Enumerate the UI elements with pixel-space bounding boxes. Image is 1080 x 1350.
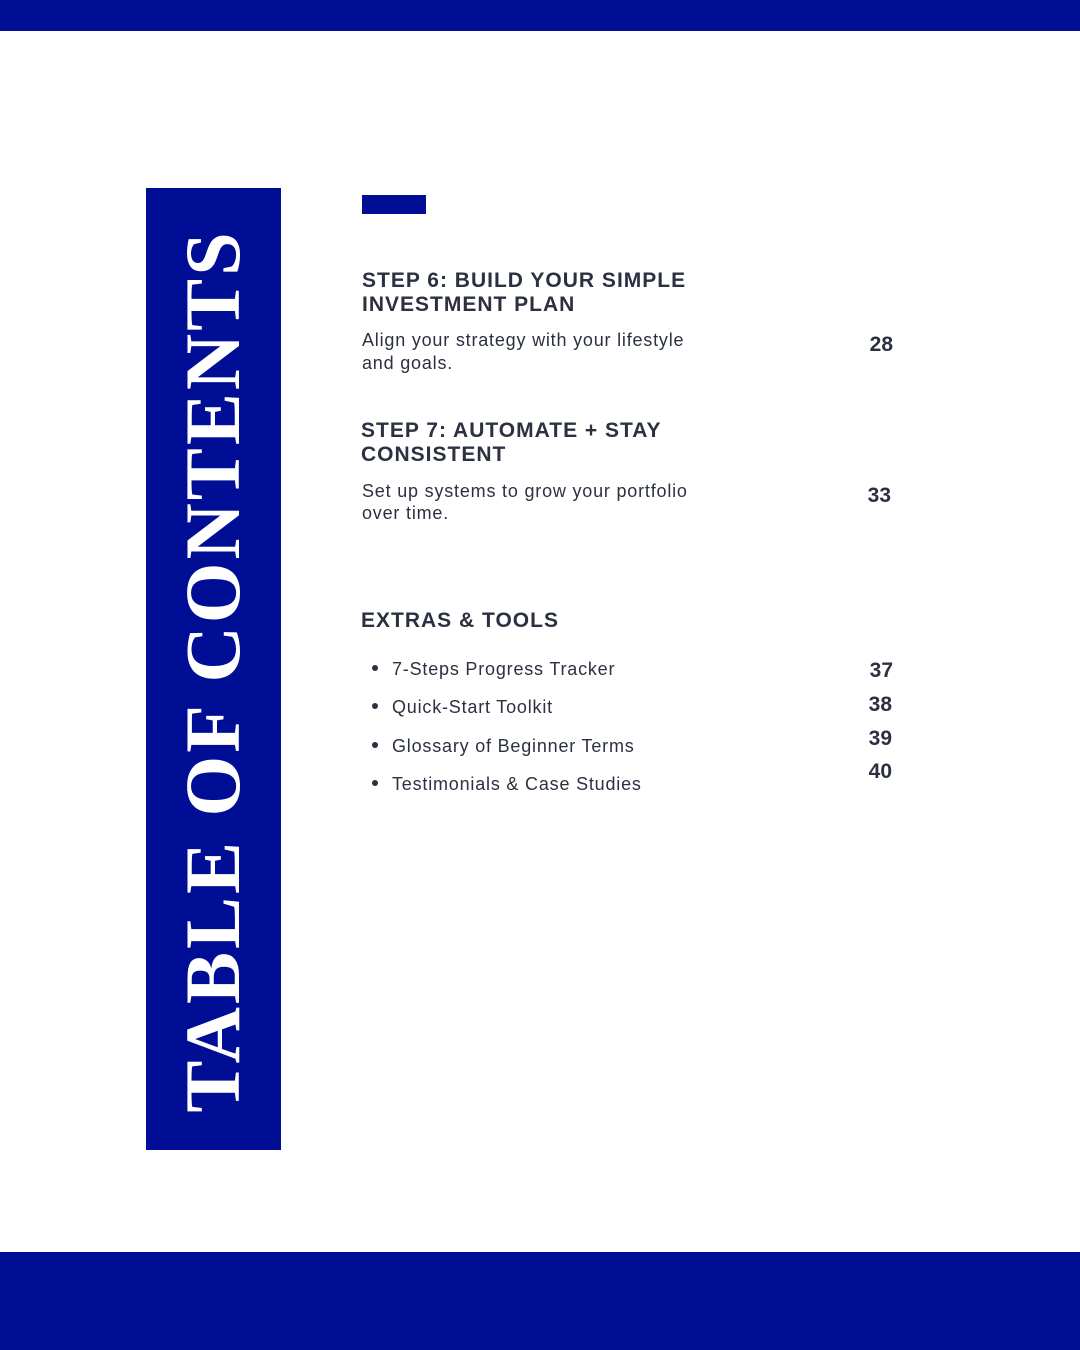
list-item — [372, 773, 642, 795]
description-line: Set up systems to grow your portfolio — [362, 481, 688, 501]
section-heading-step-7 — [361, 419, 662, 467]
section-description-step-7 — [362, 480, 688, 524]
section-description-step-6 — [362, 329, 684, 375]
list-item — [372, 696, 553, 718]
list-item-page-number: 40 — [868, 760, 892, 783]
top-banner-bar — [0, 0, 1080, 31]
page-number-step-6: 28 — [869, 333, 893, 356]
heading-line: INVESTMENT PLAN — [362, 293, 576, 316]
bullet-icon — [372, 703, 378, 709]
heading-line: STEP 6: BUILD YOUR SIMPLE — [362, 269, 687, 292]
heading-line: STEP 7: AUTOMATE + STAY — [361, 419, 662, 442]
bullet-icon — [372, 742, 378, 748]
list-item-label: Quick-Start Toolkit — [392, 697, 553, 717]
heading-line: CONSISTENT — [361, 443, 507, 466]
list-item-label: Glossary of Beginner Terms — [392, 736, 635, 756]
bullet-icon — [372, 665, 378, 671]
list-item — [372, 735, 635, 757]
bullet-icon — [372, 780, 378, 786]
page-title: TABLE OF CONTENTS — [169, 229, 256, 1113]
extras-heading: EXTRAS & TOOLS — [361, 609, 559, 632]
list-item-page-number: 38 — [868, 693, 892, 716]
list-item-page-number: 39 — [868, 727, 892, 750]
list-item — [372, 658, 615, 680]
page-number-step-7: 33 — [867, 484, 891, 507]
title-side-panel — [146, 188, 281, 1150]
bottom-banner-bar — [0, 1252, 1080, 1350]
accent-dash — [362, 195, 426, 214]
section-heading-step-6 — [362, 269, 686, 317]
description-line: and goals. — [362, 353, 454, 373]
list-item-label: 7-Steps Progress Tracker — [392, 659, 616, 679]
list-item-page-number: 37 — [869, 659, 893, 682]
list-item-label: Testimonials & Case Studies — [392, 774, 642, 794]
description-line: Align your strategy with your lifestyle — [362, 330, 685, 350]
description-line: over time. — [362, 503, 450, 523]
